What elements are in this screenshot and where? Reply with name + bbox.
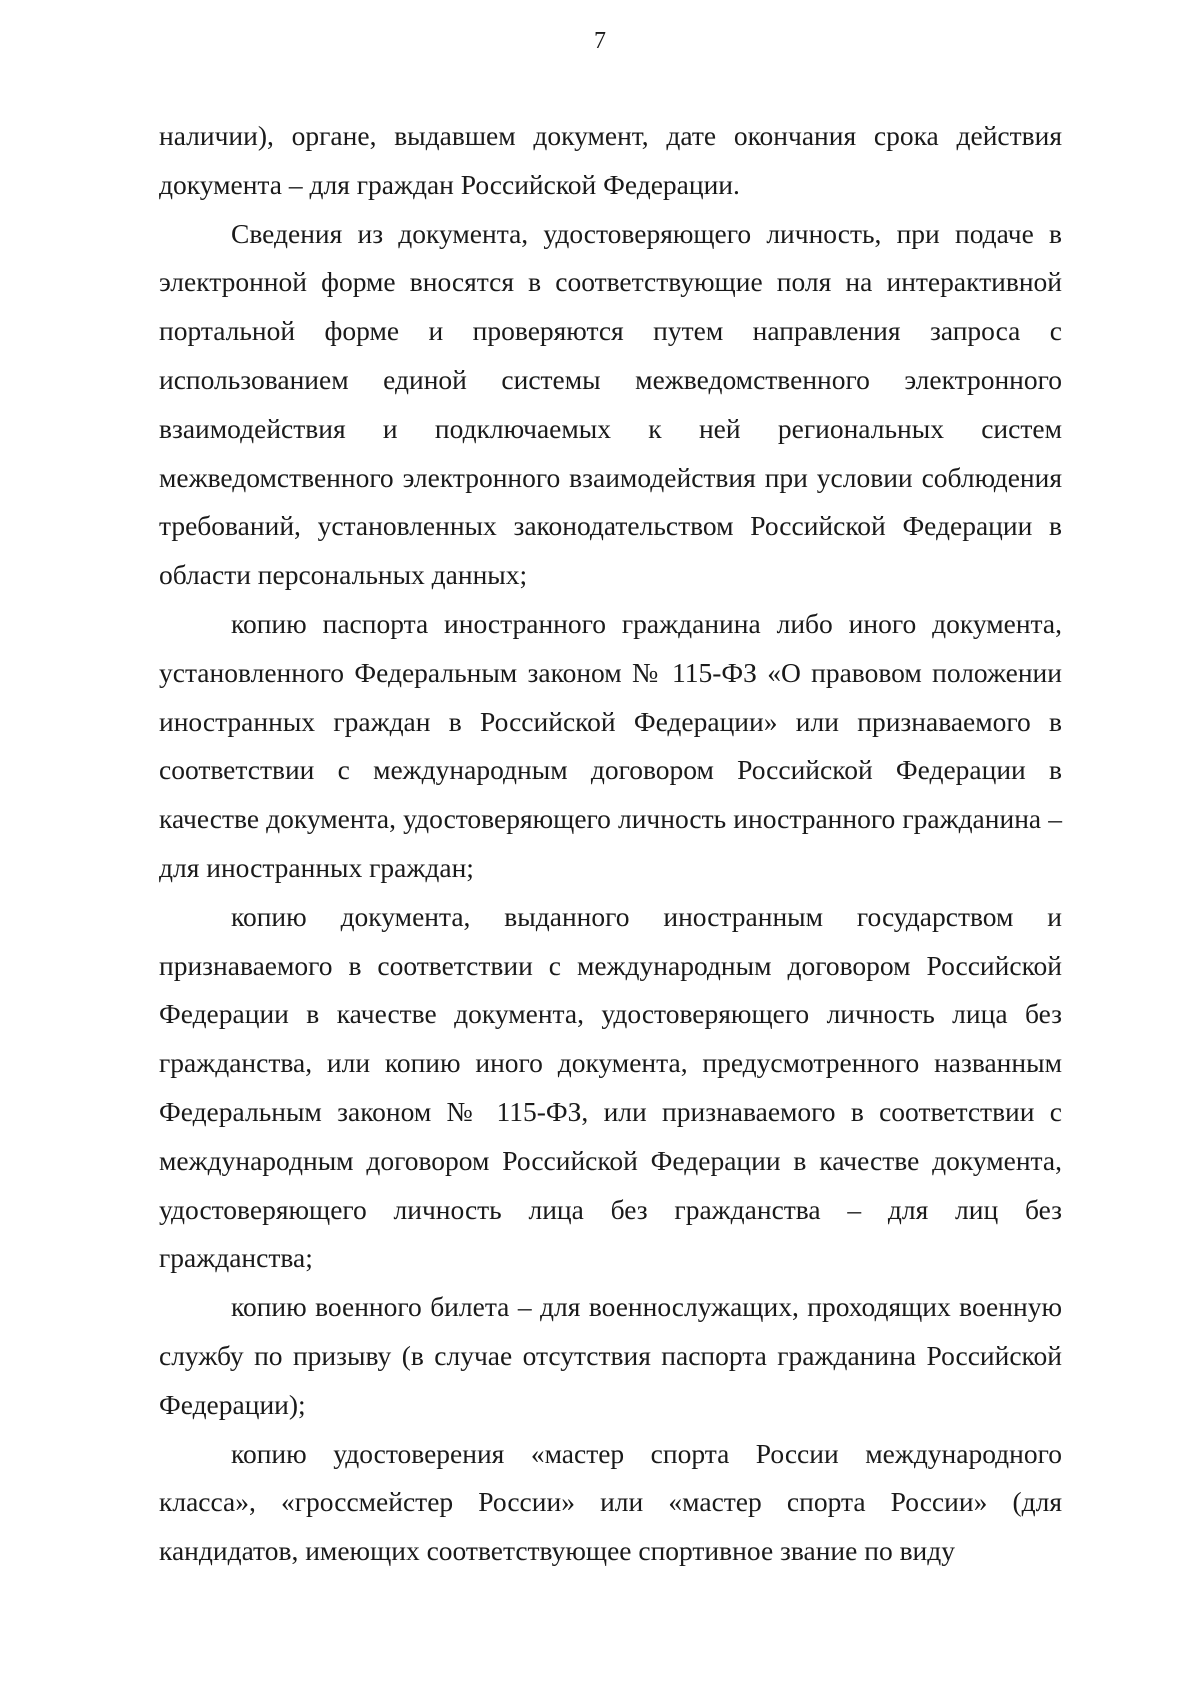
paragraph-stateless-person-document: копию документа, выданного иностранным государством и признаваемого в соответствии с международным договором Российской Федерации в качестве документа, удостоверяющего личность лица без гражданства, или копию иного документа, предусмотренного названным Федеральным законом № 115-ФЗ, или признаваемого в соответствии с международным договором Российской Федерации в качестве документа, удостоверяющего личность лица без гражданства – для лиц без гражданства; <box>159 900 1062 1274</box>
paragraph-continuation: наличии), органе, выдавшем документ, дате окончания срока действия документа – для граждан Российской Федерации. <box>159 120 1062 200</box>
paragraph-sport-title-certificate: копию удостоверения «мастер спорта России международного класса», «гроссмейстер России» или «мастер спорта России» (для кандидатов, имеющих соответствующее спортивное звание по виду <box>159 1437 1062 1567</box>
paragraph-military-id: копию военного билета – для военнослужащих, проходящих военную службу по призыву (в случае отсутствия паспорта гражданина Российской Федерации); <box>159 1291 1062 1420</box>
paragraph-foreign-citizen-passport: копию паспорта иностранного гражданина либо иного документа, установленного Федеральным законом № 115-ФЗ «О правовом положении иностранных граждан в Российской Федерации» или признаваемого в соответствии с международным договором Российской Федерации в качестве документа, удостоверяющего личность иностранного гражданина – для иностранных граждан; <box>159 607 1062 883</box>
document-body <box>159 112 1062 1576</box>
paragraph-identity-document-info: Сведения из документа, удостоверяющего личность, при подаче в электронной форме вносятся в соответствующие поля на интерактивной портальной форме и проверяются путем направления запроса с использованием единой системы межведомственного электронного взаимодействия и подключаемых к ней региональных систем межведомственного электронного взаимодействия при условии соблюдения требований, установленных законодательством Российской Федерации в области персональных данных; <box>159 217 1062 591</box>
page-number: 7 <box>594 28 606 54</box>
